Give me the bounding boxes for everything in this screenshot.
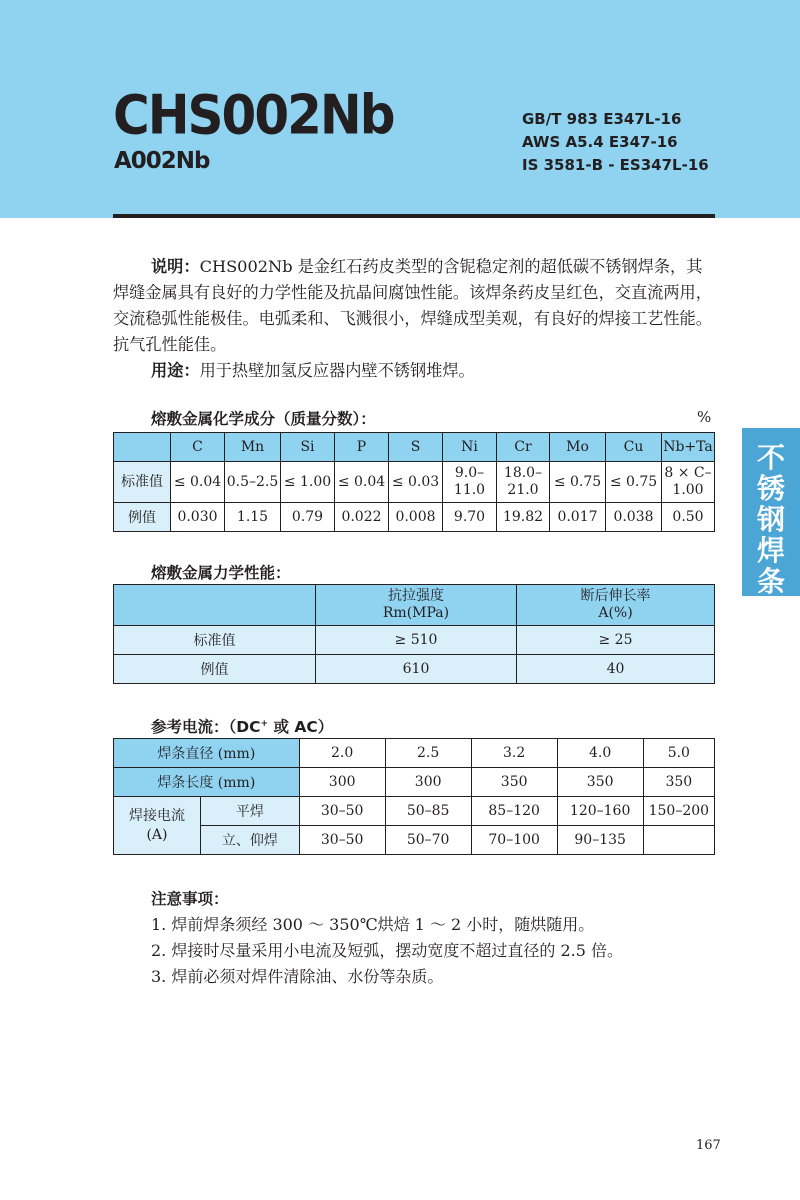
table-cell: 50–85 [385, 797, 471, 826]
table-row [114, 503, 715, 532]
header-cell: C [171, 433, 225, 462]
header-cell: Si [281, 433, 335, 462]
current-title-sup: + [260, 718, 269, 729]
usage-label: 用途： [151, 361, 200, 380]
current-section-title [151, 715, 333, 737]
side-tab-char: 不 [756, 441, 785, 474]
table-row [114, 826, 715, 855]
table-cell: 0.5–2.5 [225, 462, 281, 503]
header-cell: S [389, 433, 443, 462]
flat-position-label: 平焊 [201, 797, 300, 826]
current-label [114, 797, 201, 855]
table-cell: 30–50 [299, 826, 385, 855]
table-cell: 40 [517, 655, 715, 684]
side-tab-char: 条 [756, 565, 785, 598]
header-cell [114, 433, 171, 462]
table-cell: 0.022 [335, 503, 389, 532]
chemical-section-title: 熔敷金属化学成分（质量分数）： [151, 410, 376, 428]
header-cell: P [335, 433, 389, 462]
header-rule [113, 214, 715, 218]
table-cell: ≥ 25 [517, 626, 715, 655]
table-row [114, 462, 715, 503]
table-cell: ≤ 1.00 [281, 462, 335, 503]
chemical-composition-table [113, 432, 715, 532]
table-cell: 3.2 [471, 739, 557, 768]
description-paragraph [113, 254, 717, 358]
table-cell: 2.5 [385, 739, 471, 768]
header-unit: Rm(MPa) [382, 605, 450, 621]
row-label: 标准值 [114, 462, 171, 503]
table-row [114, 655, 715, 684]
table-cell: 0.79 [281, 503, 335, 532]
header-unit: A(%) [598, 605, 633, 621]
description-label: 说明： [151, 257, 200, 276]
mechanical-header-row [114, 585, 715, 626]
table-cell: ≥ 510 [316, 626, 517, 655]
standards-list [522, 108, 709, 177]
table-cell: ≤ 0.75 [550, 462, 606, 503]
table-cell: 30–50 [299, 797, 385, 826]
diameter-label: 焊条直径 (mm) [114, 739, 300, 768]
header-name: 抗拉强度 [388, 588, 444, 604]
table-cell: 350 [643, 768, 714, 797]
current-label-unit: (A) [146, 826, 168, 843]
table-cell: 9.0– 11.0 [443, 462, 497, 503]
standard-aws: AWS A5.4 E347-16 [522, 133, 678, 151]
table-cell: 350 [471, 768, 557, 797]
header-cell: Cr [497, 433, 550, 462]
page-number: 167 [696, 1138, 721, 1153]
table-row [114, 739, 715, 768]
header-cell [114, 585, 316, 626]
table-cell: 19.82 [497, 503, 550, 532]
reference-current-table [113, 738, 715, 855]
table-cell: 120–160 [557, 797, 643, 826]
table-cell [643, 826, 714, 855]
category-side-tab [742, 428, 800, 596]
table-cell: 150–200 [643, 797, 714, 826]
description-text: CHS002Nb 是金红石药皮类型的含铌稳定剂的超低碳不锈钢焊条，其焊缝金属具有良好的力学性能及抗晶间腐蚀性能。该焊条药皮呈红色，交直流两用，交流稳弧性能极佳。电弧柔和、飞溅很小，焊缝成型美观，有良好的焊接工艺性能。抗气孔性能佳。 [113, 257, 712, 354]
description-block [113, 254, 717, 384]
table-cell: 2.0 [299, 739, 385, 768]
table-cell: 9.70 [443, 503, 497, 532]
table-cell: 0.50 [662, 503, 715, 532]
product-title: CHS002Nb [113, 84, 394, 147]
usage-text: 用于热壁加氢反应器内壁不锈钢堆焊。 [199, 361, 475, 380]
note-item: 2. 焊接时尽量采用小电流及短弧，摆动宽度不超过直径的 2.5 倍。 [151, 941, 623, 960]
header-cell [316, 585, 517, 626]
mechanical-section-title: 熔敷金属力学性能： [151, 564, 291, 582]
header-cell [517, 585, 715, 626]
chemical-unit: % [697, 408, 712, 426]
table-cell: ≤ 0.04 [171, 462, 225, 503]
side-tab-char: 钢 [756, 503, 785, 536]
note-item: 1. 焊前焊条须经 300 ～ 350℃烘焙 1 ～ 2 小时，随烘随用。 [151, 915, 595, 934]
standard-is: IS 3581-B - ES347L-16 [522, 156, 709, 174]
mechanical-properties-table [113, 584, 715, 684]
standard-gb: GB/T 983 E347L-16 [522, 110, 682, 128]
table-cell: 50–70 [385, 826, 471, 855]
table-row [114, 626, 715, 655]
table-cell: ≤ 0.75 [606, 462, 662, 503]
table-cell: ≤ 0.04 [335, 462, 389, 503]
table-cell: 85–120 [471, 797, 557, 826]
current-title-end: 或 AC） [268, 718, 334, 736]
table-cell: 8 × C– 1.00 [662, 462, 715, 503]
side-tab-char: 锈 [756, 472, 785, 505]
table-cell: 1.15 [225, 503, 281, 532]
table-cell: 70–100 [471, 826, 557, 855]
table-cell: 90–135 [557, 826, 643, 855]
header-name: 断后伸长率 [580, 588, 651, 604]
table-cell: 0.038 [606, 503, 662, 532]
table-cell: 350 [557, 768, 643, 797]
header-cell: Ni [443, 433, 497, 462]
table-row [114, 797, 715, 826]
row-label: 标准值 [114, 626, 316, 655]
product-subtitle: A002Nb [114, 148, 210, 174]
table-cell: 300 [385, 768, 471, 797]
table-row [114, 768, 715, 797]
side-tab-char: 焊 [756, 534, 785, 567]
table-cell: 0.030 [171, 503, 225, 532]
header-cell: Mn [225, 433, 281, 462]
row-label: 例值 [114, 655, 316, 684]
current-title-text: 参考电流：（DC [151, 718, 261, 736]
usage-paragraph [113, 358, 717, 384]
table-cell: ≤ 0.03 [389, 462, 443, 503]
vertical-position-label: 立、仰焊 [201, 826, 300, 855]
row-label: 例值 [114, 503, 171, 532]
table-cell: 18.0– 21.0 [497, 462, 550, 503]
table-cell: 5.0 [643, 739, 714, 768]
table-cell: 610 [316, 655, 517, 684]
notes-title: 注意事项： [151, 890, 229, 908]
note-item: 3. 焊前必须对焊件清除油、水份等杂质。 [151, 967, 444, 986]
header-cell: Cu [606, 433, 662, 462]
table-cell: 0.008 [389, 503, 443, 532]
table-cell: 0.017 [550, 503, 606, 532]
table-cell: 4.0 [557, 739, 643, 768]
current-label-text: 焊接电流 [129, 807, 185, 824]
length-label: 焊条长度 (mm) [114, 768, 300, 797]
chemical-header-row [114, 433, 715, 462]
table-cell: 300 [299, 768, 385, 797]
header-cell: Mo [550, 433, 606, 462]
notes-block [151, 886, 623, 990]
header-cell: Nb+Ta [662, 433, 715, 462]
